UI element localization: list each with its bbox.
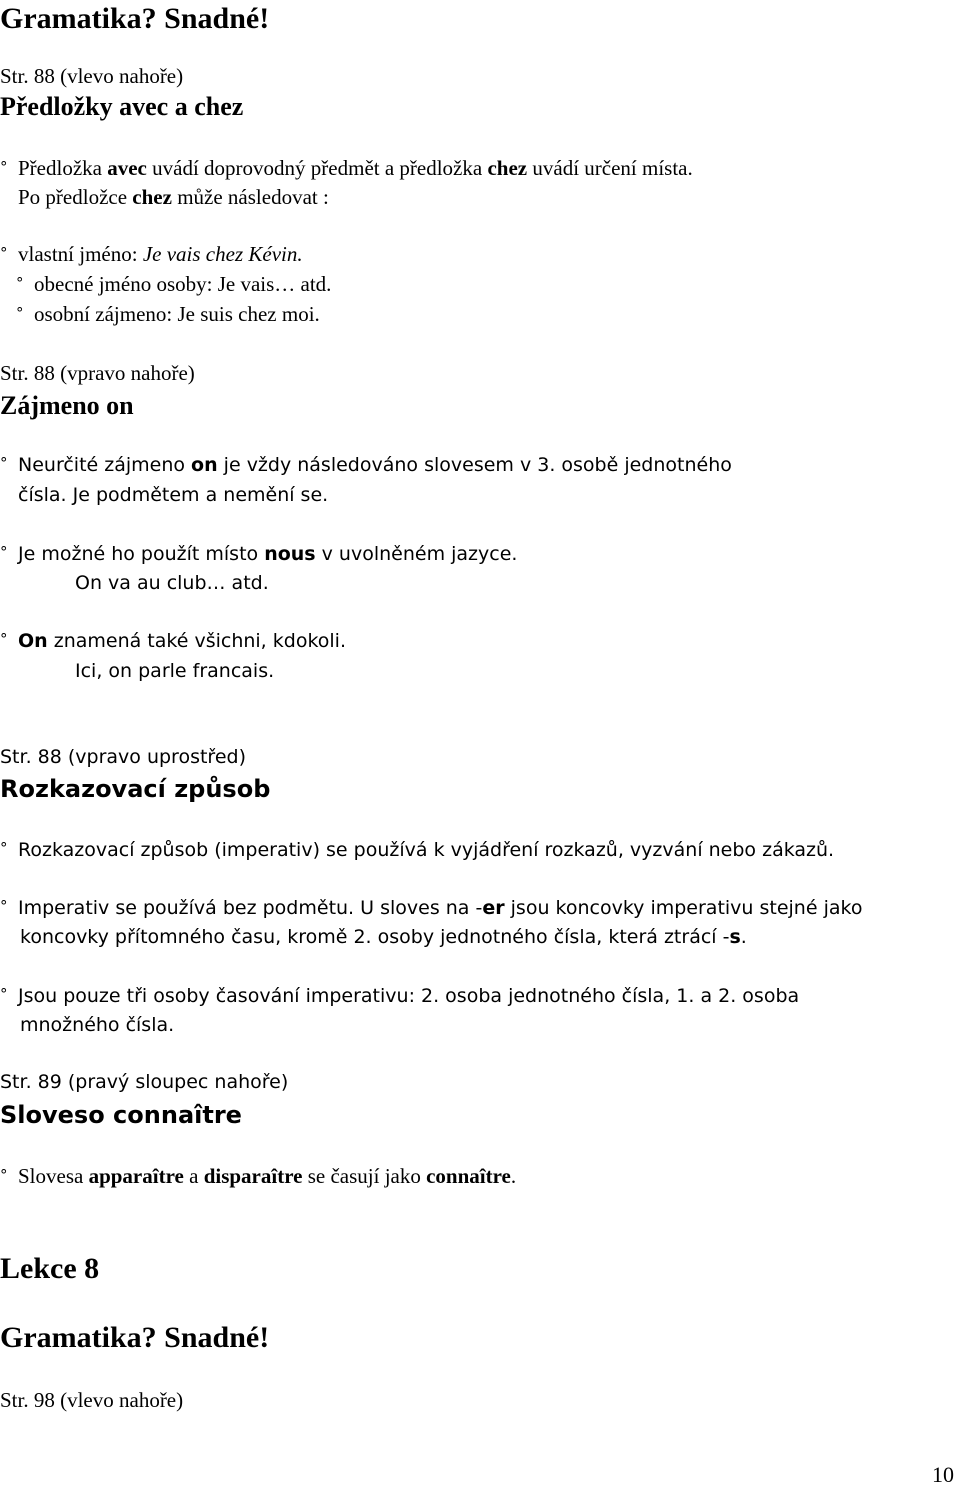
section-heading: Zájmeno on <box>0 391 134 420</box>
page-reference: Str. 98 (vlevo nahoře) <box>0 1388 184 1412</box>
bullet-marker: ° <box>0 454 8 472</box>
bullet-item: ° On znamená také všichni, kdokoli. <box>0 630 347 652</box>
bullet-item: ° Imperativ se používá bez podmětu. U sloves na -er jsou koncovky imperativu stejné jako <box>0 897 863 919</box>
section-heading: Předložky avec a chez <box>0 92 244 121</box>
page-number: 10 <box>932 1462 954 1487</box>
bullet-item: ° Neurčité zájmeno on je vždy následováno slovesem v 3. osobě jednotného <box>0 454 732 476</box>
bullet-marker: ° <box>0 244 8 262</box>
bullet-marker: ° <box>0 1166 8 1184</box>
example-sentence: Ici, on parle francais. <box>75 660 275 682</box>
bullet-marker: ° <box>0 839 8 857</box>
bullet-item: ° Jsou pouze tři osoby časování imperativu: 2. osoba jednotného čísla, 1. a 2. osoba <box>0 985 800 1007</box>
bullet-continuation: koncovky přítomného času, kromě 2. osoby jednotného čísla, která ztrácí -s. <box>20 926 747 948</box>
bullet-continuation: Po předložce chez může následovat : <box>18 185 329 209</box>
bullet-item: ° Rozkazovací způsob (imperativ) se používá k vyjádření rozkazů, vyzvání nebo zákazů. <box>0 839 835 861</box>
section-heading: Sloveso connaître <box>0 1101 242 1129</box>
bullet-continuation: množného čísla. <box>20 1014 175 1036</box>
bullet-item: ° Předložka avec uvádí doprovodný předmět a předložka chez uvádí určení místa. <box>0 156 693 180</box>
lesson-title: Lekce 8 <box>0 1252 100 1285</box>
example-sentence: On va au club… atd. <box>75 572 269 594</box>
sub-bullet-item: ° obecné jméno osoby: Je vais… atd. <box>16 272 332 296</box>
sub-bullet-item: ° osobní zájmeno: Je suis chez moi. <box>16 302 320 326</box>
bullet-item: ° Slovesa apparaître a disparaître se časují jako connaître. <box>0 1164 517 1188</box>
bullet-item: ° Je možné ho použít místo nous v uvolněném jazyce. <box>0 543 518 565</box>
page-reference: Str. 88 (vpravo nahoře) <box>0 361 195 385</box>
bullet-marker: ° <box>0 897 8 915</box>
bullet-marker: ° <box>16 304 24 322</box>
page-title: Gramatika? Snadné! <box>0 2 270 35</box>
page-reference: Str. 88 (vpravo uprostřed) <box>0 746 246 768</box>
bullet-marker: ° <box>0 158 8 176</box>
page-reference: Str. 88 (vlevo nahoře) <box>0 64 184 88</box>
bullet-continuation: čísla. Je podmětem a nemění se. <box>18 484 329 506</box>
page-reference: Str. 89 (pravý sloupec nahoře) <box>0 1071 289 1093</box>
sub-bullet-item: ° vlastní jméno: Je vais chez Kévin. <box>0 242 303 266</box>
page-title: Gramatika? Snadné! <box>0 1321 270 1354</box>
section-heading: Rozkazovací způsob <box>0 775 271 803</box>
bullet-marker: ° <box>16 274 24 292</box>
bullet-marker: ° <box>0 543 8 561</box>
bullet-marker: ° <box>0 985 8 1003</box>
bullet-marker: ° <box>0 630 8 648</box>
